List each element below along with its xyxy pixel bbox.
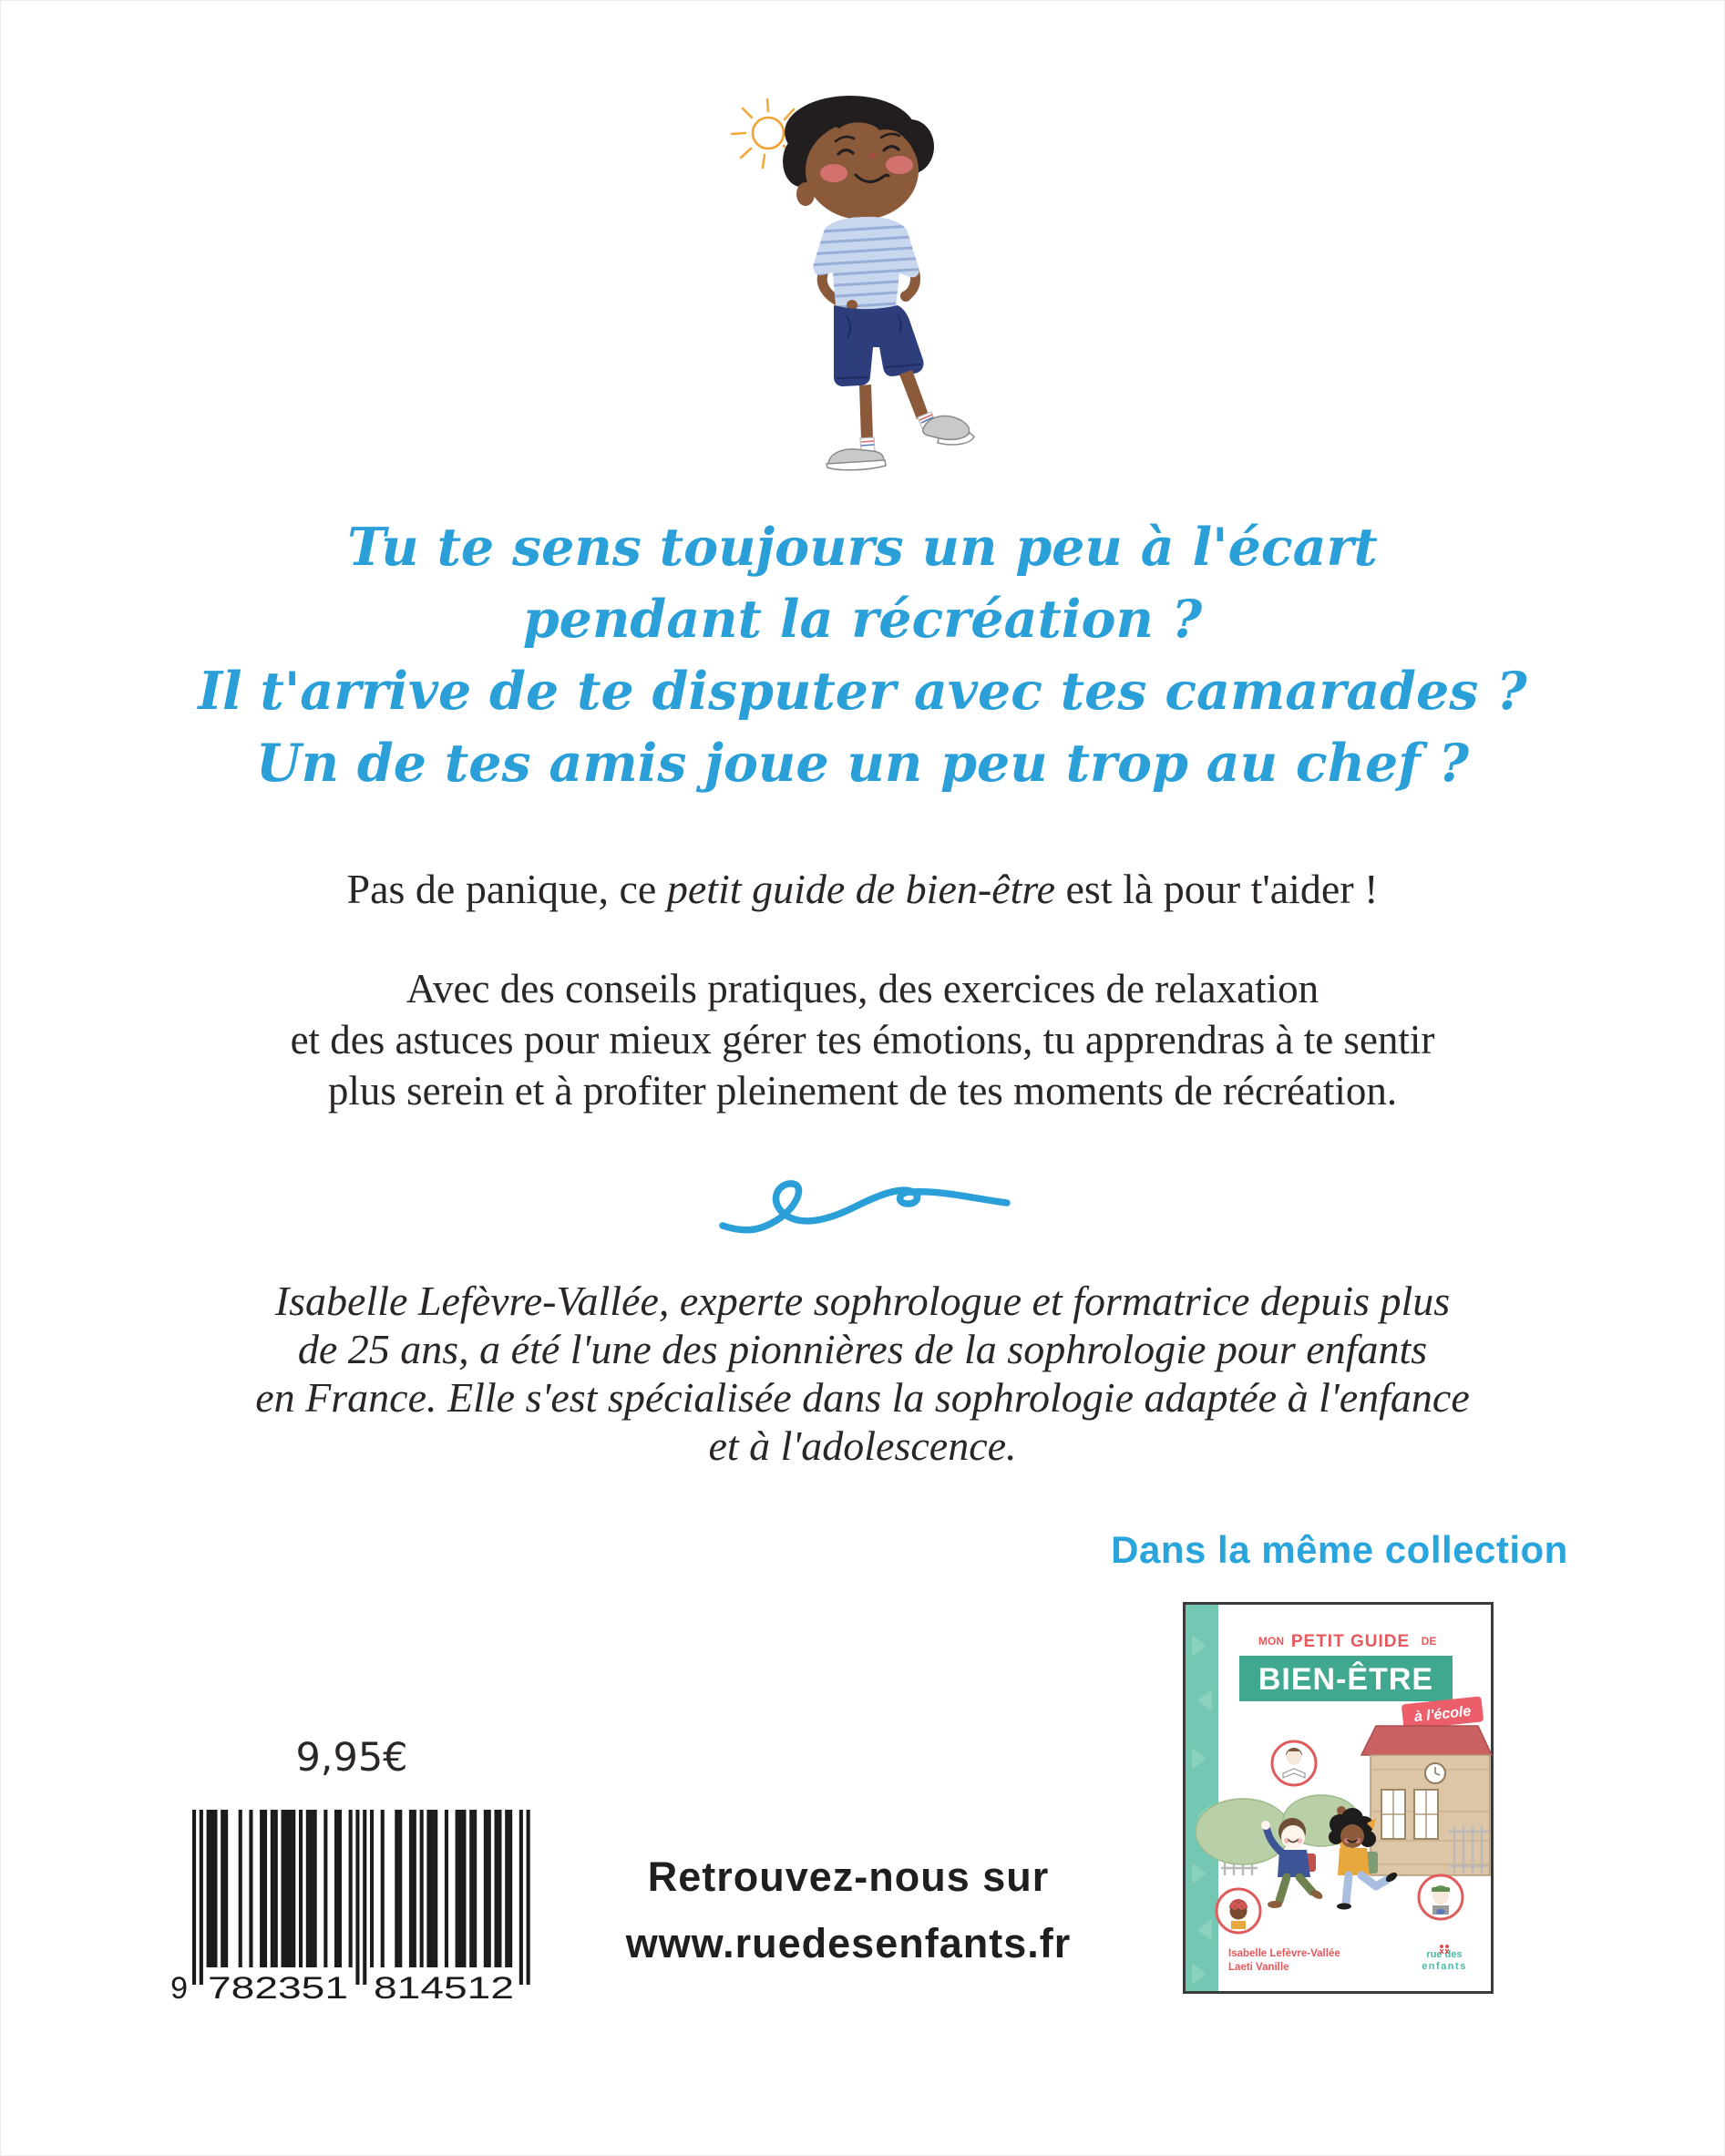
- description-line: Avec des conseils pratiques, des exercices de relaxation: [406, 966, 1319, 1011]
- cover-author-2: Laeti Vanille: [1228, 1962, 1289, 1973]
- squiggle-divider: [719, 1178, 1011, 1246]
- publisher-logo: [1422, 1945, 1467, 1972]
- barcode-digits-group2: 814512: [374, 1971, 514, 2003]
- barcode-digits-group1: 782351: [208, 1971, 348, 2003]
- question-line: pendant la récréation ?: [522, 589, 1203, 650]
- cover-author-1: Isabelle Lefèvre-Vallée: [1228, 1948, 1340, 1959]
- description-line: et des astuces pour mieux gérer tes émotions, tu apprendras à te sentir: [290, 1017, 1435, 1063]
- intro-suffix: est là pour t'aider !: [1055, 866, 1379, 912]
- cover-series-main: PETIT GUIDE: [1290, 1632, 1411, 1651]
- publisher-name-line2: enfants: [1422, 1961, 1467, 1972]
- author-bio-line: Isabelle Lefèvre-Vallée, experte sophrologue et formatrice depuis plus: [274, 1278, 1451, 1324]
- author-bio-line: et à l'adolescence.: [708, 1422, 1017, 1469]
- author-bio-line: en France. Elle s'est spécialisée dans la sophrologie adaptée à l'enfance: [255, 1374, 1470, 1421]
- intro-italic: petit guide de bien-être: [666, 866, 1056, 912]
- author-bio-block: [1, 1277, 1724, 1470]
- cover-title: BIEN-ÊTRE: [1258, 1662, 1434, 1697]
- description-line: plus serein et à profiter pleinement de tes moments de récréation.: [327, 1068, 1398, 1114]
- description-block: [1, 963, 1724, 1116]
- question-line: Tu te sens toujours un peu à l'écart: [347, 517, 1378, 578]
- boy-with-sun-illustration: [712, 81, 1012, 482]
- cover-series-prefix: MON: [1258, 1635, 1284, 1648]
- website-url: www.ruedesenfants.fr: [625, 1920, 1072, 1966]
- website-block: [393, 1843, 1304, 1976]
- publisher-name-line1: rue des: [1426, 1949, 1463, 1960]
- boy-figure: [783, 96, 974, 470]
- question-line: Un de tes amis joue un peu trop au chef ?: [255, 733, 1470, 794]
- price-label: 9,95€: [295, 1735, 408, 1781]
- questions-block: [1, 511, 1724, 799]
- barcode-lead-digit: 9: [170, 1971, 188, 2003]
- intro-line: [1, 863, 1724, 916]
- intro-prefix: Pas de panique, ce: [346, 866, 667, 912]
- website-tagline: Retrouvez-nous sur: [647, 1853, 1050, 1900]
- cover-series-suffix: DE: [1421, 1635, 1437, 1648]
- question-line: Il t'arrive de te disputer avec tes camarades ?: [198, 661, 1527, 722]
- author-bio-line: de 25 ans, a été l'une des pionnières de la sophrologie pour enfants: [297, 1326, 1428, 1372]
- cover-subtitle: à l'école: [1413, 1703, 1473, 1726]
- collection-heading: Dans la même collection: [1111, 1528, 1568, 1571]
